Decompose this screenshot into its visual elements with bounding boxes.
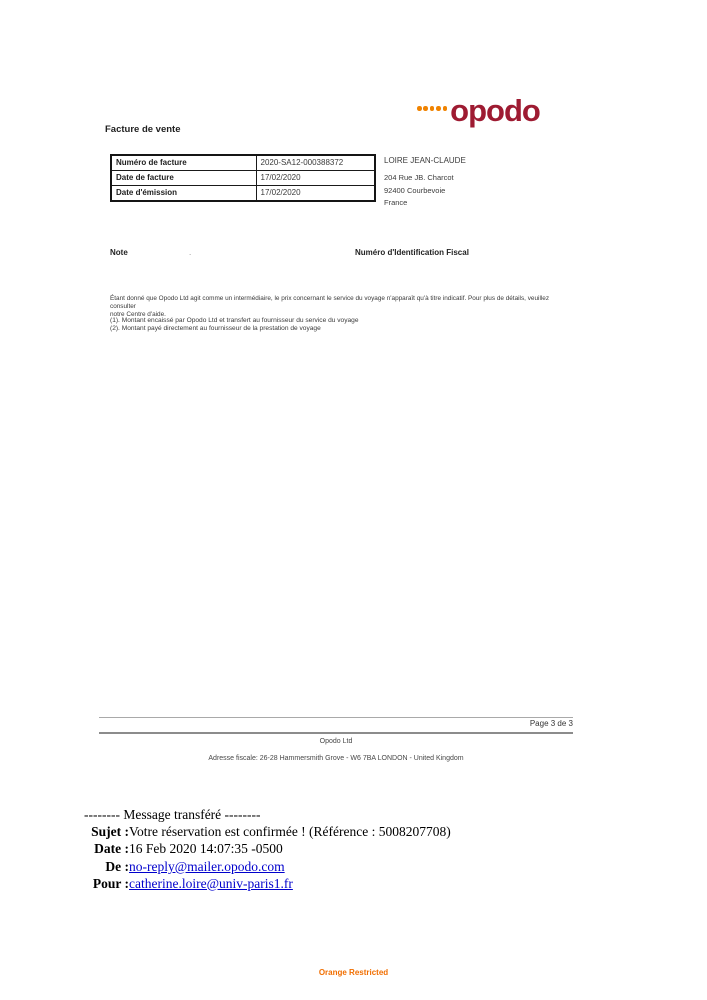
subject-value: Votre réservation est confirmée ! (Référence : 5008207708) — [129, 824, 451, 840]
recipient-address-block — [384, 156, 466, 210]
document-title: Facture de vente — [105, 124, 181, 135]
invoice-details-table — [110, 154, 376, 202]
email-from-row — [84, 858, 451, 875]
email-to-row — [84, 875, 451, 892]
invoice-number-value: 2020-SA12-000388372 — [256, 155, 375, 171]
logo-dot-icon — [436, 106, 441, 111]
footer-divider-top — [99, 717, 573, 718]
page-indicator: Page 3 de 3 — [529, 719, 573, 728]
logo-dot-icon — [443, 106, 448, 111]
recipient-name: LOIRE JEAN-CLAUDE — [384, 156, 466, 165]
from-address-link[interactable]: no-reply@mailer.opodo.com — [129, 858, 285, 874]
invoice-date-label: Date de facture — [111, 171, 256, 186]
fiscal-id-label: Numéro d'Identification Fiscal — [355, 248, 469, 257]
company-name: Opodo Ltd — [319, 738, 353, 745]
fiscal-address: Adresse fiscale: 26-28 Hammersmith Grove - W6 7BA LONDON - United Kingdom — [208, 755, 464, 762]
footer-divider-bottom — [99, 732, 573, 734]
opodo-logo-text: opodo — [450, 93, 540, 128]
to-label: Pour : — [92, 875, 129, 891]
logo-dot-icon — [417, 106, 422, 111]
issue-date-label: Date d'émission — [111, 186, 256, 202]
issue-date-value: 17/02/2020 — [256, 186, 375, 202]
to-address-link[interactable]: catherine.loire@univ-paris1.fr — [129, 875, 293, 891]
date-label: Date : — [94, 841, 129, 857]
email-date-row — [84, 840, 451, 857]
disclaimer-text — [110, 295, 572, 318]
invoice-date-value: 17/02/2020 — [256, 171, 375, 186]
recipient-city: 92400 Courbevoie — [384, 185, 446, 195]
footnote-line: (1). Montant encaissé par Opodo Ltd et transfert au fournisseur du service du voyage — [110, 317, 359, 324]
note-value: . — [189, 248, 192, 257]
disclaimer-line: Étant donné que Opodo Ltd agit comme un intermédiaire, le prix concernant le service du voyage n'apparaît qu'à titre indicatif. Pour plus de détails, veuillez consulter — [110, 295, 550, 310]
classification-banner: Orange Restricted — [318, 968, 389, 977]
table-row — [111, 171, 375, 186]
logo-dot-icon — [423, 106, 428, 111]
from-label: De : — [105, 858, 129, 874]
logo-dot-icon — [430, 106, 435, 111]
forwarded-message-separator: -------- Message transféré -------- — [84, 807, 261, 822]
opodo-dots-icon — [417, 106, 447, 111]
recipient-street: 204 Rue JB. Charcot — [384, 173, 454, 182]
email-subject-row — [84, 823, 451, 840]
footnotes — [110, 317, 359, 334]
date-value: 16 Feb 2020 14:07:35 -0500 — [129, 841, 283, 857]
subject-label: Sujet : — [91, 824, 129, 840]
opodo-logo — [417, 95, 540, 126]
table-row — [111, 186, 375, 202]
footnote-line: (2). Montant payé directement au fournisseur de la prestation de voyage — [110, 325, 321, 333]
invoice-number-label: Numéro de facture — [111, 155, 256, 171]
disclaimer-line: notre Centre d'aide. — [110, 310, 166, 318]
recipient-country: France — [384, 198, 408, 207]
table-row — [111, 155, 375, 171]
note-label: Note — [110, 248, 128, 257]
forwarded-message-block — [84, 806, 451, 892]
